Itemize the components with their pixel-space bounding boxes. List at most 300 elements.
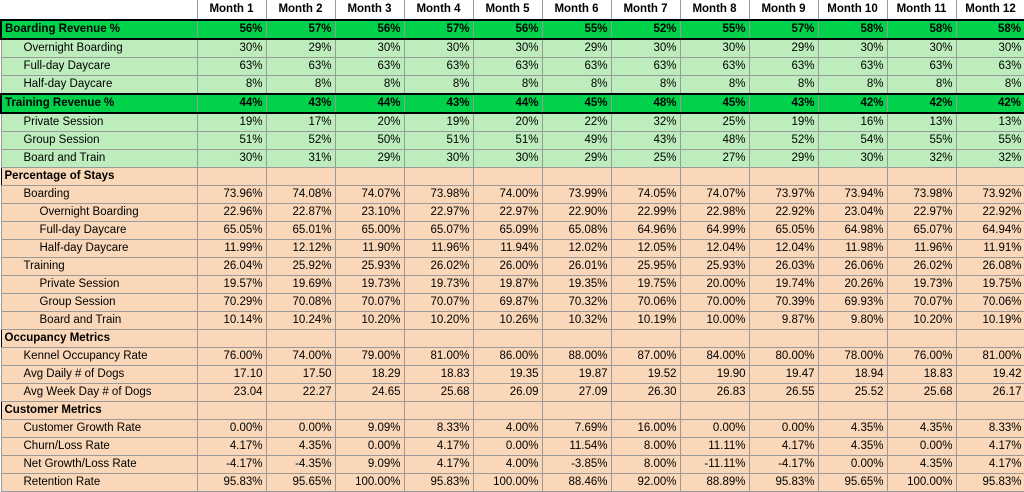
table-row [1, 150, 1024, 168]
row-label: Retention Rate [1, 474, 197, 492]
row-label: Training Revenue % [1, 94, 197, 113]
table-row [1, 276, 1024, 294]
row-label: Occupancy Metrics [1, 330, 197, 348]
data-cell [818, 402, 887, 420]
table-row [1, 348, 1024, 366]
data-cell: 29% [266, 39, 335, 58]
row-label: Full-day Daycare [1, 58, 197, 76]
data-cell: 11.94% [473, 240, 542, 258]
data-cell: 81.00% [956, 348, 1024, 366]
data-cell: 48% [611, 94, 680, 113]
data-cell: 74.05% [611, 186, 680, 204]
data-cell: 57% [749, 20, 818, 39]
data-cell: 17.50 [266, 366, 335, 384]
data-cell [956, 402, 1024, 420]
data-cell: 23.10% [335, 204, 404, 222]
data-cell: 10.26% [473, 312, 542, 330]
row-label: Overnight Boarding [1, 204, 197, 222]
data-cell: 20% [335, 113, 404, 132]
data-cell: 63% [404, 58, 473, 76]
data-cell: 12.04% [749, 240, 818, 258]
data-cell: 8% [266, 76, 335, 95]
data-cell: 19.52 [611, 366, 680, 384]
data-cell: 19.73% [404, 276, 473, 294]
data-cell: 8.00% [611, 456, 680, 474]
data-cell: 19% [404, 113, 473, 132]
data-cell: 29% [335, 150, 404, 168]
data-cell: 64.94% [956, 222, 1024, 240]
data-cell: 70.07% [335, 294, 404, 312]
data-cell: 58% [887, 20, 956, 39]
data-cell: 30% [404, 150, 473, 168]
data-cell: 29% [749, 39, 818, 58]
data-cell: 31% [266, 150, 335, 168]
data-cell: 65.05% [197, 222, 266, 240]
data-cell: 0.00% [887, 438, 956, 456]
data-cell [611, 330, 680, 348]
data-cell [818, 330, 887, 348]
data-cell: 22.27 [266, 384, 335, 402]
data-cell: 11.96% [887, 240, 956, 258]
table-row [1, 39, 1024, 58]
data-cell: 76.00% [887, 348, 956, 366]
data-cell: 51% [473, 132, 542, 150]
data-cell: 65.09% [473, 222, 542, 240]
data-cell: 25.93% [680, 258, 749, 276]
data-cell [266, 402, 335, 420]
data-cell [473, 402, 542, 420]
data-cell: 42% [956, 94, 1024, 113]
row-label: Boarding [1, 186, 197, 204]
data-cell: 26.01% [542, 258, 611, 276]
data-cell: 30% [404, 39, 473, 58]
data-cell: 70.06% [611, 294, 680, 312]
data-cell: 74.07% [680, 186, 749, 204]
data-cell: 58% [818, 20, 887, 39]
data-cell [266, 330, 335, 348]
data-cell: 22.97% [473, 204, 542, 222]
data-cell: 79.00% [335, 348, 404, 366]
data-cell: 13% [887, 113, 956, 132]
data-cell: 70.07% [887, 294, 956, 312]
data-cell: 20.00% [680, 276, 749, 294]
data-cell [197, 330, 266, 348]
data-cell: 4.17% [404, 456, 473, 474]
data-cell: 10.20% [335, 312, 404, 330]
data-cell: 87.00% [611, 348, 680, 366]
table-row [1, 438, 1024, 456]
data-cell: 30% [611, 39, 680, 58]
data-cell: 26.03% [749, 258, 818, 276]
data-cell: 19.73% [335, 276, 404, 294]
data-cell: 44% [335, 94, 404, 113]
table-row [1, 20, 1024, 39]
data-cell: 12.05% [611, 240, 680, 258]
data-cell: 19.35 [473, 366, 542, 384]
data-cell: 63% [956, 58, 1024, 76]
data-cell: 8% [887, 76, 956, 95]
table-row [1, 58, 1024, 76]
data-cell: 22.97% [887, 204, 956, 222]
row-label: Boarding Revenue % [1, 20, 197, 39]
data-cell: 84.00% [680, 348, 749, 366]
data-cell: 8% [197, 76, 266, 95]
column-header-month: Month 1 [197, 0, 266, 20]
data-cell: 11.99% [197, 240, 266, 258]
data-cell: 56% [335, 20, 404, 39]
data-cell: 22.90% [542, 204, 611, 222]
data-cell: 73.94% [818, 186, 887, 204]
row-label: Overnight Boarding [1, 39, 197, 58]
data-cell: 0.00% [818, 456, 887, 474]
data-cell: 95.83% [749, 474, 818, 492]
data-cell [956, 330, 1024, 348]
column-header-month: Month 11 [887, 0, 956, 20]
row-label: Churn/Loss Rate [1, 438, 197, 456]
data-cell: 65.07% [404, 222, 473, 240]
data-cell: 30% [197, 150, 266, 168]
data-cell: 8% [611, 76, 680, 95]
data-cell: 22.98% [680, 204, 749, 222]
data-cell: 86.00% [473, 348, 542, 366]
data-cell: 11.96% [404, 240, 473, 258]
data-cell: 11.54% [542, 438, 611, 456]
data-cell: 43% [266, 94, 335, 113]
row-label: Avg Week Day # of Dogs [1, 384, 197, 402]
data-cell [404, 168, 473, 186]
data-cell: 88.89% [680, 474, 749, 492]
table-row [1, 474, 1024, 492]
column-header-month: Month 7 [611, 0, 680, 20]
data-cell: 65.08% [542, 222, 611, 240]
data-cell: 30% [473, 39, 542, 58]
data-cell [887, 168, 956, 186]
data-cell: 22.92% [956, 204, 1024, 222]
table-row [1, 113, 1024, 132]
row-label: Group Session [1, 132, 197, 150]
data-cell: 19.90 [680, 366, 749, 384]
data-cell: 26.02% [404, 258, 473, 276]
data-cell: 4.17% [197, 438, 266, 456]
data-cell: 19.87% [473, 276, 542, 294]
data-cell: 9.09% [335, 456, 404, 474]
data-cell: 19.35% [542, 276, 611, 294]
data-cell: 4.35% [818, 438, 887, 456]
data-cell: 63% [335, 58, 404, 76]
data-cell: 76.00% [197, 348, 266, 366]
data-cell: 80.00% [749, 348, 818, 366]
table-row [1, 76, 1024, 95]
data-cell: 8% [749, 76, 818, 95]
data-cell [335, 330, 404, 348]
data-cell: 19.42 [956, 366, 1024, 384]
data-cell [749, 402, 818, 420]
row-label: Board and Train [1, 312, 197, 330]
table-body [1, 20, 1024, 492]
column-header-month: Month 12 [956, 0, 1024, 20]
row-label: Customer Growth Rate [1, 420, 197, 438]
data-cell: 18.83 [404, 366, 473, 384]
data-cell: 8% [956, 76, 1024, 95]
data-cell: 12.02% [542, 240, 611, 258]
data-cell: 13% [956, 113, 1024, 132]
data-cell: 27% [680, 150, 749, 168]
data-cell: 70.39% [749, 294, 818, 312]
data-cell [680, 402, 749, 420]
data-cell: 32% [887, 150, 956, 168]
data-cell: -4.17% [749, 456, 818, 474]
data-cell: 19.74% [749, 276, 818, 294]
row-label: Private Session [1, 276, 197, 294]
data-cell: 11.11% [680, 438, 749, 456]
data-cell: 18.94 [818, 366, 887, 384]
column-header-month: Month 5 [473, 0, 542, 20]
data-cell: 10.14% [197, 312, 266, 330]
data-cell: 20.26% [818, 276, 887, 294]
table-row [1, 258, 1024, 276]
row-label: Customer Metrics [1, 402, 197, 420]
table-row [1, 456, 1024, 474]
data-cell: 42% [818, 94, 887, 113]
column-header-month: Month 6 [542, 0, 611, 20]
data-cell: 10.20% [887, 312, 956, 330]
data-cell: 70.06% [956, 294, 1024, 312]
table-row [1, 294, 1024, 312]
data-cell: 20% [473, 113, 542, 132]
data-cell: 8% [818, 76, 887, 95]
data-cell: -3.85% [542, 456, 611, 474]
data-cell: 25.93% [335, 258, 404, 276]
table-row [1, 384, 1024, 402]
data-cell: 78.00% [818, 348, 887, 366]
data-cell: 9.87% [749, 312, 818, 330]
data-cell: 52% [611, 20, 680, 39]
data-cell: 32% [611, 113, 680, 132]
data-cell: 4.35% [887, 420, 956, 438]
data-cell [956, 168, 1024, 186]
data-cell: 74.00% [266, 348, 335, 366]
data-cell: 26.02% [887, 258, 956, 276]
row-label: Full-day Daycare [1, 222, 197, 240]
data-cell: 0.00% [473, 438, 542, 456]
data-cell: 43% [404, 94, 473, 113]
data-cell: 26.09 [473, 384, 542, 402]
data-cell: 27.09 [542, 384, 611, 402]
data-cell: 30% [956, 39, 1024, 58]
data-cell: 51% [197, 132, 266, 150]
data-cell: 8.00% [611, 438, 680, 456]
column-header-month: Month 10 [818, 0, 887, 20]
data-cell: 0.00% [266, 420, 335, 438]
data-cell: 92.00% [611, 474, 680, 492]
data-cell: 25.95% [611, 258, 680, 276]
data-cell: 11.90% [335, 240, 404, 258]
data-cell: 26.04% [197, 258, 266, 276]
data-cell: 22.92% [749, 204, 818, 222]
data-cell [473, 330, 542, 348]
data-cell: 30% [680, 39, 749, 58]
data-cell: 0.00% [197, 420, 266, 438]
data-cell: 95.65% [266, 474, 335, 492]
data-cell: 25.52 [818, 384, 887, 402]
data-cell: 25% [611, 150, 680, 168]
data-cell: 11.91% [956, 240, 1024, 258]
data-cell: 22.87% [266, 204, 335, 222]
data-cell [197, 168, 266, 186]
data-cell: 44% [197, 94, 266, 113]
data-cell: 8% [473, 76, 542, 95]
data-cell: 95.83% [404, 474, 473, 492]
data-cell: 30% [818, 150, 887, 168]
data-cell: 45% [680, 94, 749, 113]
data-cell: 45% [542, 94, 611, 113]
data-cell: 63% [266, 58, 335, 76]
data-cell: 57% [266, 20, 335, 39]
data-cell: 10.32% [542, 312, 611, 330]
data-cell [542, 402, 611, 420]
table-header [1, 0, 1024, 20]
data-cell: 25.92% [266, 258, 335, 276]
data-cell: 16.00% [611, 420, 680, 438]
data-cell: 18.83 [887, 366, 956, 384]
data-cell: 19.87 [542, 366, 611, 384]
data-cell: 74.07% [335, 186, 404, 204]
data-cell: 100.00% [473, 474, 542, 492]
data-cell: 12.04% [680, 240, 749, 258]
data-cell: 63% [611, 58, 680, 76]
data-cell: 9.80% [818, 312, 887, 330]
data-cell: 26.55 [749, 384, 818, 402]
data-cell: 19.47 [749, 366, 818, 384]
data-cell: 70.07% [404, 294, 473, 312]
data-cell [680, 330, 749, 348]
table-row [1, 240, 1024, 258]
column-header-month: Month 8 [680, 0, 749, 20]
data-cell: -4.35% [266, 456, 335, 474]
data-cell: 30% [887, 39, 956, 58]
data-cell: 64.99% [680, 222, 749, 240]
data-cell: 63% [197, 58, 266, 76]
data-cell: -11.11% [680, 456, 749, 474]
table-row [1, 402, 1024, 420]
data-cell: 55% [887, 132, 956, 150]
data-cell: 8.33% [956, 420, 1024, 438]
data-cell: 29% [542, 150, 611, 168]
data-cell: 4.00% [473, 420, 542, 438]
data-cell [266, 168, 335, 186]
data-cell: 95.65% [818, 474, 887, 492]
data-cell: 44% [473, 94, 542, 113]
data-cell: 8% [404, 76, 473, 95]
row-label: Training [1, 258, 197, 276]
data-cell: 49% [542, 132, 611, 150]
data-cell [404, 402, 473, 420]
data-cell [335, 168, 404, 186]
data-cell: 26.08% [956, 258, 1024, 276]
data-cell: 95.83% [197, 474, 266, 492]
table-row [1, 312, 1024, 330]
row-label: Net Growth/Loss Rate [1, 456, 197, 474]
data-cell: 9.09% [335, 420, 404, 438]
data-cell: 63% [680, 58, 749, 76]
table-row [1, 366, 1024, 384]
data-cell: 10.00% [680, 312, 749, 330]
column-header-month: Month 4 [404, 0, 473, 20]
data-cell: 23.04 [197, 384, 266, 402]
data-cell [542, 168, 611, 186]
data-cell [749, 330, 818, 348]
data-cell: 19.57% [197, 276, 266, 294]
data-cell: 32% [956, 150, 1024, 168]
data-cell: 64.98% [818, 222, 887, 240]
data-cell: 69.87% [473, 294, 542, 312]
header-row [1, 0, 1024, 20]
row-label: Half-day Daycare [1, 240, 197, 258]
data-cell: 30% [197, 39, 266, 58]
data-cell: 10.19% [956, 312, 1024, 330]
data-cell: 4.17% [749, 438, 818, 456]
data-cell: 17.10 [197, 366, 266, 384]
data-cell [542, 330, 611, 348]
data-cell: 22.99% [611, 204, 680, 222]
data-cell: 0.00% [680, 420, 749, 438]
data-cell [404, 330, 473, 348]
data-cell: 73.98% [887, 186, 956, 204]
data-cell: 100.00% [335, 474, 404, 492]
data-cell: 24.65 [335, 384, 404, 402]
data-cell: 95.83% [956, 474, 1024, 492]
data-cell: 70.32% [542, 294, 611, 312]
data-cell: 4.17% [956, 438, 1024, 456]
data-cell: 73.99% [542, 186, 611, 204]
data-cell: 4.17% [404, 438, 473, 456]
data-cell: 4.17% [956, 456, 1024, 474]
data-cell: 7.69% [542, 420, 611, 438]
data-cell: 65.05% [749, 222, 818, 240]
data-cell: 26.06% [818, 258, 887, 276]
data-cell: 56% [197, 20, 266, 39]
data-cell: 4.35% [887, 456, 956, 474]
data-cell: 19.75% [956, 276, 1024, 294]
data-cell: 43% [749, 94, 818, 113]
data-cell: 43% [611, 132, 680, 150]
data-cell: 65.07% [887, 222, 956, 240]
data-cell: 30% [335, 39, 404, 58]
data-cell: -4.17% [197, 456, 266, 474]
data-cell: 26.17 [956, 384, 1024, 402]
row-label: Avg Daily # of Dogs [1, 366, 197, 384]
data-cell: 55% [680, 20, 749, 39]
data-cell: 25% [680, 113, 749, 132]
data-cell: 23.04% [818, 204, 887, 222]
data-cell: 55% [542, 20, 611, 39]
data-cell: 48% [680, 132, 749, 150]
table-row [1, 132, 1024, 150]
data-cell: 63% [749, 58, 818, 76]
data-cell: 69.93% [818, 294, 887, 312]
data-cell: 56% [473, 20, 542, 39]
data-cell [473, 168, 542, 186]
data-cell: 50% [335, 132, 404, 150]
data-cell: 55% [956, 132, 1024, 150]
data-cell: 73.97% [749, 186, 818, 204]
data-cell [818, 168, 887, 186]
data-cell: 22.97% [404, 204, 473, 222]
data-cell: 22% [542, 113, 611, 132]
data-cell: 65.01% [266, 222, 335, 240]
data-cell: 8% [680, 76, 749, 95]
table-row [1, 222, 1024, 240]
